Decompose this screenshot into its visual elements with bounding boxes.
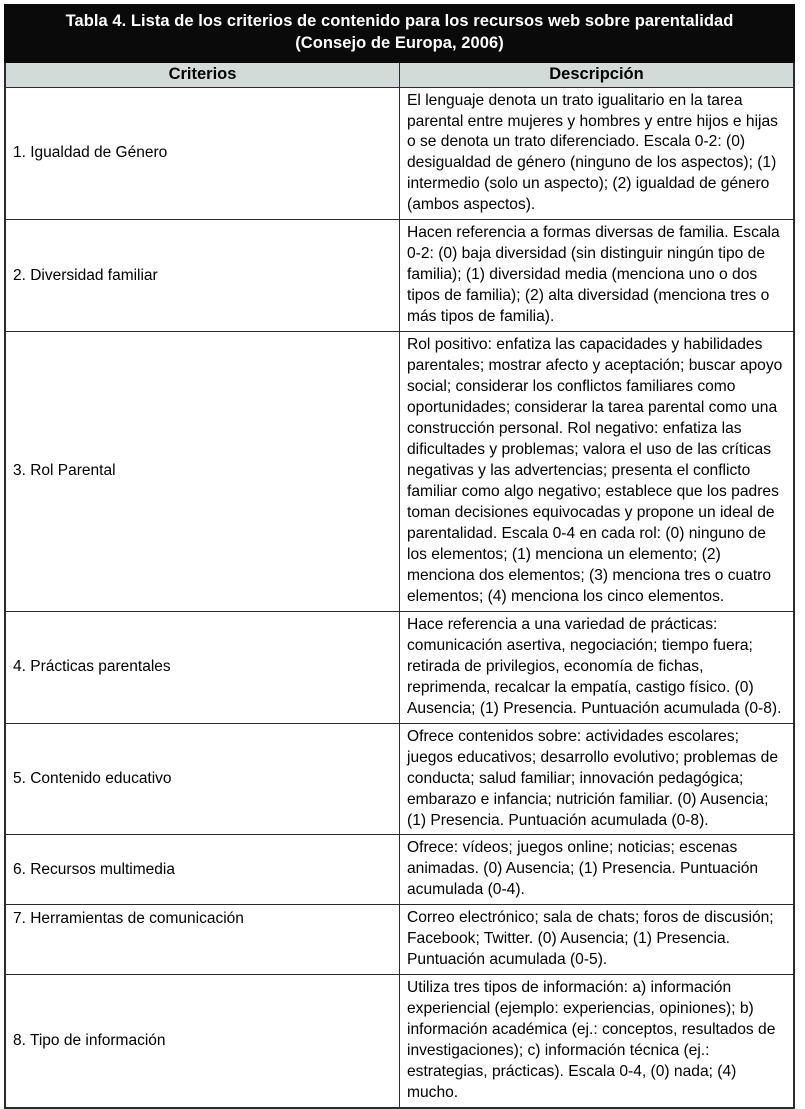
column-header-criteria: Criterios bbox=[5, 62, 400, 88]
description-cell-7: Correo electrónico; sala de chats; foros de discusión; Facebook; Twitter. (0) Ausencia; (1) Presencia. Puntuación acumulada (0-5). bbox=[400, 905, 795, 975]
description-cell-1: El lenguaje denota un trato igualitario en la tarea parental entre mujeres y hombres y entre hijos e hijas o se denota un trato diferenciado. Escala 0-2: (0) desigualdad de género (ninguno de los aspectos); (1) intermedio (solo un aspecto); (2) igualdad de género (ambos aspectos). bbox=[400, 87, 795, 220]
criterion-cell-2: 2. Diversidad familiar bbox=[5, 220, 400, 332]
table-row bbox=[5, 835, 794, 905]
criterion-cell-5: 5. Contenido educativo bbox=[5, 723, 400, 835]
description-cell-5: Ofrece contenidos sobre: actividades escolares; juegos educativos; desarrollo evolutivo; problemas de conducta; salud familiar; innovación pedagógica; embarazo e infancia; nutrición familiar. (0) Ausencia; (1) Presencia. Puntuación acumulada (0-8). bbox=[400, 723, 795, 835]
table-title bbox=[5, 5, 794, 62]
criterion-cell-1: 1. Igualdad de Género bbox=[5, 87, 400, 220]
table-row bbox=[5, 220, 794, 332]
table-title-line-1: Tabla 4. Lista de los criterios de contenido para los recursos web sobre parentalidad bbox=[65, 12, 734, 30]
criterion-cell-8: 8. Tipo de información bbox=[5, 975, 400, 1108]
criterion-cell-6: 6. Recursos multimedia bbox=[5, 835, 400, 905]
table-row bbox=[5, 905, 794, 975]
table-row bbox=[5, 723, 794, 835]
table-row bbox=[5, 332, 794, 612]
description-cell-8: Utiliza tres tipos de información: a) información experiencial (ejemplo: experiencias, opiniones); b) información académica (ej.: conceptos, resultados de investigaciones); c) información técnica (ej.: estrategias, prácticas). Escala 0-4, (0) nada; (4) mucho. bbox=[400, 975, 795, 1108]
description-cell-4: Hace referencia a una variedad de prácticas: comunicación asertiva, negociación; tiempo fuera; retirada de privilegios, economía de fichas, reprimenda, recalcar la empatía, castigo físico. (0) Ausencia; (1) Presencia. Puntuación acumulada (0-8). bbox=[400, 611, 795, 723]
table-title-row bbox=[5, 5, 794, 62]
description-cell-2: Hacen referencia a formas diversas de familia. Escala 0-2: (0) baja diversidad (sin distinguir ningún tipo de familia); (1) diversidad media (menciona uno o dos tipos de familia); (2) alta diversidad (menciona tres o más tipos de familia). bbox=[400, 220, 795, 332]
description-cell-3: Rol positivo: enfatiza las capacidades y habilidades parentales; mostrar afecto y aceptación; buscar apoyo social; considerar los conflictos familiares como oportunidades; considerar la tarea parental como una construcción personal. Rol negativo: enfatiza las dificultades y problemas; valora el uso de las críticas negativas y las advertencias; presenta el conflicto familiar como algo negativo; establece que los padres toman decisiones equivocadas y propone un ideal de parentalidad. Escala 0-4 en cada rol: (0) ninguno de los elementos; (1) menciona un elemento; (2) menciona dos elementos; (3) menciona tres o cuatro elementos; (4) menciona los cinco elementos. bbox=[400, 332, 795, 612]
table-row bbox=[5, 87, 794, 220]
criterion-cell-4: 4. Prácticas parentales bbox=[5, 611, 400, 723]
table-row bbox=[5, 975, 794, 1108]
table-header-row bbox=[5, 62, 794, 88]
criteria-table bbox=[4, 4, 795, 1109]
criterion-cell-3: 3. Rol Parental bbox=[5, 332, 400, 612]
table-title-line-2: (Consejo de Europa, 2006) bbox=[295, 34, 504, 53]
criterion-cell-7: 7. Herramientas de comunicación bbox=[5, 905, 400, 975]
table-row bbox=[5, 611, 794, 723]
description-cell-6: Ofrece: vídeos; juegos online; noticias; escenas animadas. (0) Ausencia; (1) Presencia. Puntuación acumulada (0-4). bbox=[400, 835, 795, 905]
column-header-description: Descripción bbox=[400, 62, 795, 88]
